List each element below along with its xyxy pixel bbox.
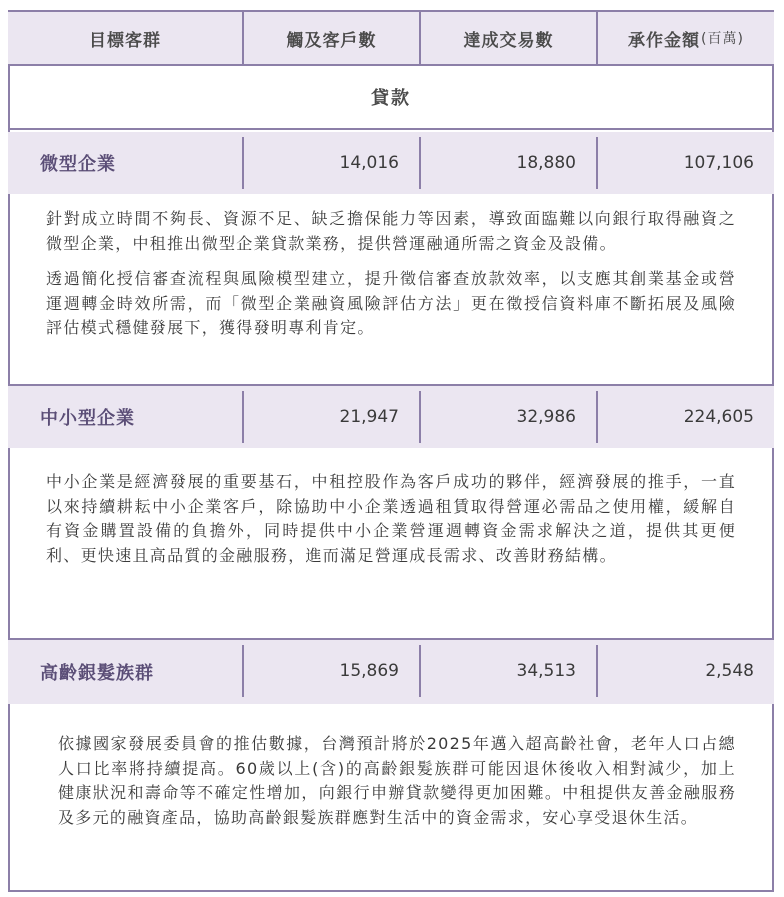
description-paragraph: 透過簡化授信審查流程與風險模型建立，提升徵信審查放款效率，以支應其創業基金或營運週轉金時效所需，而「微型企業融資風險評估方法」更在徵授信資料庫不斷拓展及風險評估模式穩健發展下，獲得發明專利肯定。 [46,269,736,337]
header-target-group: 目標客群 [89,30,161,51]
table-row [8,384,774,448]
row-category-name: 高齡銀髮族群 [40,663,154,684]
row-description [58,732,736,830]
description-paragraph: 中小企業是經濟發展的重要基石，中租控股作為客戶成功的夥伴，經濟發展的推手，一直以來持續耕耘中小企業客戶，除協助中小企業透過租賃取得營運必需品之使用權，緩解自有資金購置設備的負擔外，同時提供中小企業營運週轉資金需求解決之道，提供其更便利、更快速且高品質的金融服務，進而滿足營運成長需求、改善財務結構。 [46,472,736,565]
table-row [8,638,774,704]
row-category-name: 中小型企業 [40,408,135,429]
table-header [8,10,774,66]
description-paragraph: 依據國家發展委員會的推估數據，台灣預計將於2025年邁入超高齡社會，老年人口占總人口比率將持續提高。60歲以上(含)的高齡銀髮族群可能因退休後收入相對減少，加上健康狀況和壽命等不確定性增加，向銀行申辦貸款變得更加困難。中租提供友善金融服務及多元的融資產品，協助高齡銀髮族群應對生活中的資金需求，安心享受退休生活。 [58,734,736,827]
row-deals-completed: 18,880 [419,137,596,189]
row-description [46,207,736,341]
table-row [8,132,774,194]
row-description [46,470,736,568]
row-amount: 2,548 [596,645,774,697]
row-customers-reached: 14,016 [242,137,419,189]
row-amount: 224,605 [596,391,774,443]
header-amount-unit: (百萬) [701,31,744,47]
row-deals-completed: 32,986 [419,391,596,443]
description-paragraph: 針對成立時間不夠長、資源不足、缺乏擔保能力等因素，導致面臨難以向銀行取得融資之微型企業，中租推出微型企業貸款業務，提供營運融通所需之資金及設備。 [46,209,736,253]
header-customers-reached: 觸及客戶數 [242,12,419,64]
header-amount [596,12,774,64]
row-customers-reached: 15,869 [242,645,419,697]
row-amount: 107,106 [596,137,774,189]
header-deals-completed: 達成交易數 [419,12,596,64]
header-amount-label: 承作金額 [628,30,701,51]
row-category-name: 微型企業 [40,154,116,175]
section-title: 貸款 [8,66,774,130]
row-deals-completed: 34,513 [419,645,596,697]
row-customers-reached: 21,947 [242,391,419,443]
